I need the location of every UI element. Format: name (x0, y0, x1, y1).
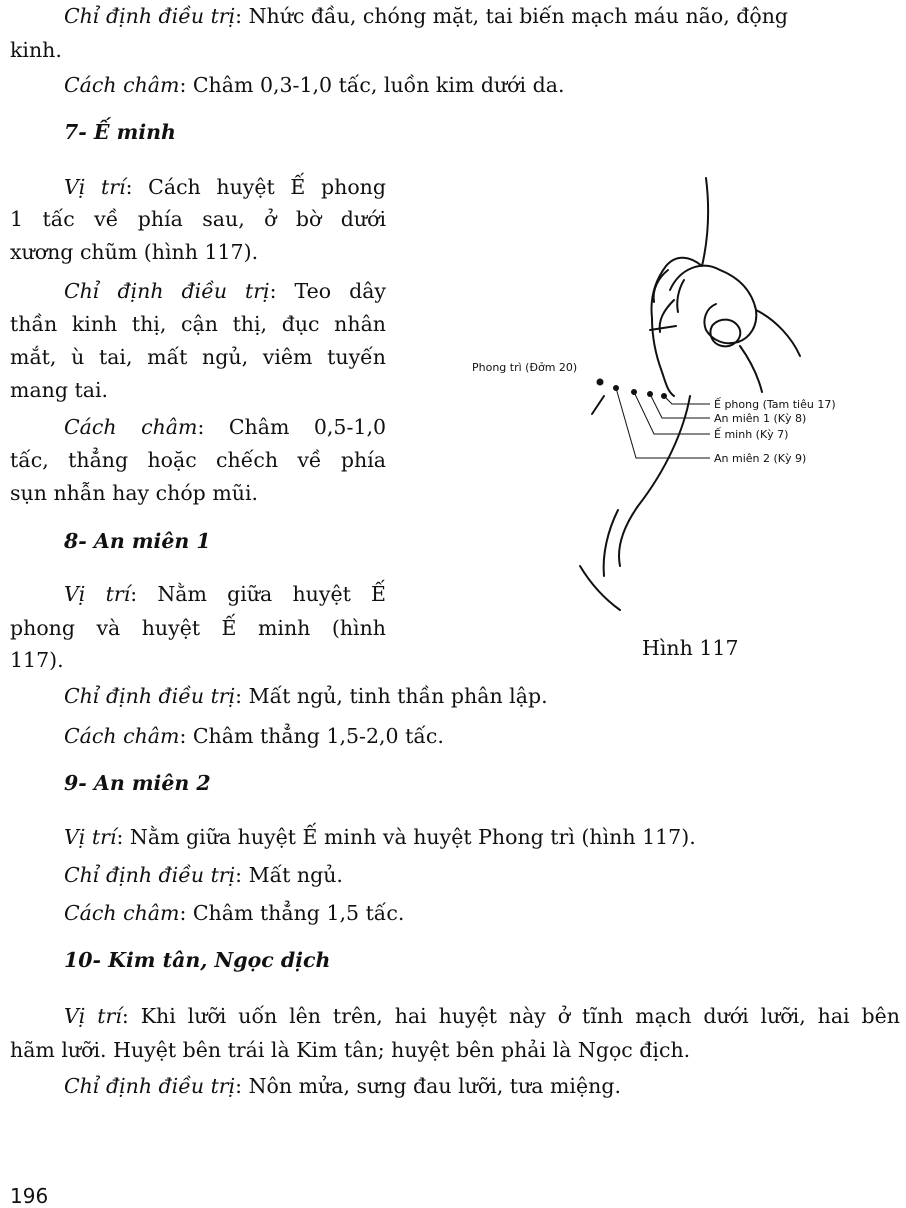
text-line (64, 71, 906, 99)
label-e-minh: Ế minh (Kỳ 7) (714, 428, 789, 441)
text-line (64, 413, 386, 441)
text-line (64, 1072, 906, 1100)
text-line (64, 580, 386, 608)
label-e-phong: Ế phong (Tam tiêu 17) (714, 398, 836, 411)
thumb-outline (650, 300, 676, 332)
text-line (64, 861, 906, 889)
text-line: thần kinh thị, cận thị, đục nhân (10, 312, 386, 336)
field-text: : Châm 0,3-1,0 tấc, luồn kim dưới da. (179, 73, 565, 97)
point-phong-tri (597, 379, 604, 386)
field-label: Chỉ định điều trị (64, 863, 236, 887)
field-label: Cách châm (64, 901, 180, 925)
text-line (10, 2, 900, 30)
field-label: Chỉ định điều trị (64, 4, 236, 28)
field-text: : Nằm giữa huyệt Ế minh và huyệt Phong trì (hình 117). (116, 825, 696, 849)
field-text: : Teo dây (269, 279, 387, 303)
field-label: Chỉ định điều trị (64, 279, 270, 303)
page-number: 196 (10, 1184, 49, 1208)
text-line (64, 1002, 900, 1030)
hair-stroke (592, 396, 604, 414)
text-line: mắt, ù tai, mất ngủ, viêm tuyến (10, 345, 386, 369)
field-text: : Mất ngủ. (235, 863, 343, 887)
label-phong-tri: Phong trì (Đởm 20) (472, 361, 578, 374)
ear-acupoint-drawing (440, 170, 906, 620)
finger-outline (670, 266, 756, 344)
text-line (64, 277, 386, 305)
field-text: : Nằm giữa huyệt Ế (130, 582, 386, 606)
field-text: : Nhức đầu, chóng mặt, tai biến mạch máu não, động (235, 4, 789, 28)
jaw-line (619, 396, 690, 566)
text-line: mang tai. (10, 378, 109, 402)
field-label: Cách châm (64, 415, 198, 439)
text-line: 1 tấc về phía sau, ở bờ dưới (10, 207, 386, 231)
section-heading: 8- An miên 1 (64, 529, 211, 553)
text-line: hãm lưỡi. Huyệt bên trái là Kim tân; huyệt bên phải là Ngọc địch. (10, 1038, 691, 1062)
field-text: : Khi lưỡi uốn lên trên, hai huyệt này ở tĩnh mạch dưới lưỡi, hai bên (121, 1004, 900, 1028)
text-line (64, 682, 906, 710)
text-line: sụn nhẫn hay chóp mũi. (10, 481, 259, 505)
leader-e-minh (634, 392, 710, 434)
section-heading: 7- Ế minh (64, 120, 176, 144)
field-text: : Cách huyệt Ế phong (125, 175, 386, 199)
neck-line (580, 510, 620, 610)
field-label: Vị trí (64, 825, 117, 849)
section-heading: 9- An miên 2 (64, 771, 211, 795)
figure-117 (440, 170, 906, 620)
label-an-mien-1: An miên 1 (Kỳ 8) (714, 412, 807, 425)
text-line: 117). (10, 648, 64, 672)
text-line (64, 823, 906, 851)
text-line (64, 173, 386, 201)
field-label: Cách châm (64, 724, 180, 748)
text-line: phong và huyệt Ế minh (hình (10, 616, 386, 640)
hand-outline (740, 310, 800, 392)
leader-an-mien-1 (650, 394, 710, 418)
leader-e-phong (664, 396, 710, 404)
field-text: : Châm thẳng 1,5 tấc. (179, 901, 405, 925)
field-text: : Châm 0,5-1,0 (197, 415, 387, 439)
section-heading: 10- Kim tân, Ngọc dịch (64, 948, 331, 972)
field-label: Vị trí (64, 175, 126, 199)
label-an-mien-2: An miên 2 (Kỳ 9) (714, 452, 807, 465)
field-label: Vị trí (64, 582, 131, 606)
text-line (64, 899, 906, 927)
text-line (64, 722, 906, 750)
field-label: Cách châm (64, 73, 180, 97)
field-text: : Mất ngủ, tinh thần phân lập. (235, 684, 548, 708)
text-line: tấc, thẳng hoặc chếch về phía (10, 448, 386, 472)
field-text: : Nôn mửa, sưng đau lưỡi, tưa miệng. (235, 1074, 621, 1098)
field-text: : Châm thẳng 1,5-2,0 tấc. (179, 724, 444, 748)
field-label: Vị trí (64, 1004, 122, 1028)
field-label: Chỉ định điều trị (64, 684, 236, 708)
field-label: Chỉ định điều trị (64, 1074, 236, 1098)
figure-caption: Hình 117 (642, 636, 739, 660)
text-line: xương chũm (hình 117). (10, 240, 259, 264)
text-line: kinh. (10, 38, 62, 62)
